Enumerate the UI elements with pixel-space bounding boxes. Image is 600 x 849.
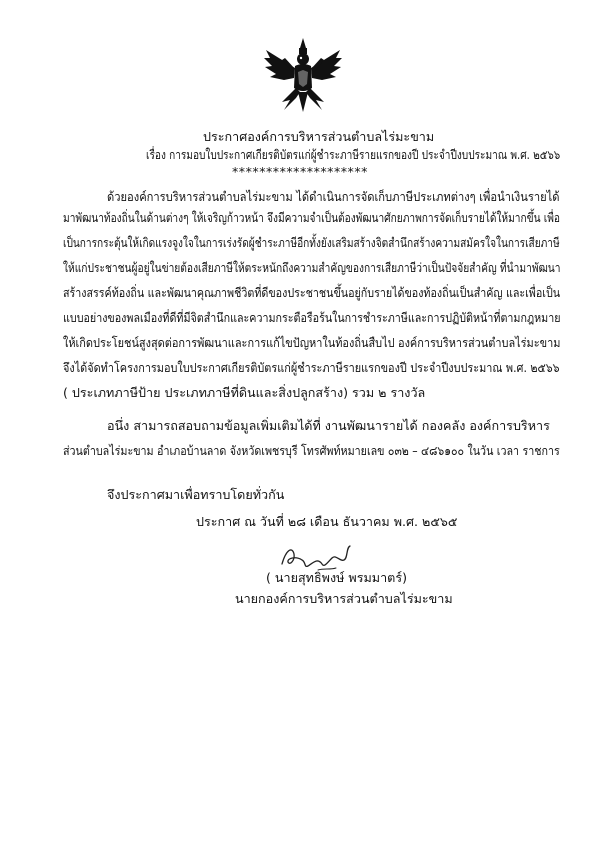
paragraph-2-line: อนึ่ง สามารถสอบถามข้อมูลเพิ่มเติมได้ที่ งานพัฒนารายได้ กองคลัง องค์การบริหาร	[107, 418, 550, 433]
paragraph-1-line: แบบอย่างของพลเมืองที่ดีที่มีจิตสำนึกและความกระตือรือร้นในการชำระภาษีและการปฏิบัติหน้าที่ตามกฎหมาย	[63, 310, 561, 325]
garuda-emblem-icon	[262, 36, 344, 114]
document-title: ประกาศองค์การบริหารส่วนตำบลไร่มะขาม	[203, 129, 435, 144]
paragraph-1-line: มาพัฒนาท้องถิ่นในด้านต่างๆ ให้เจริญก้าวหน้า จึงมีความจำเป็นต้องพัฒนาศักยภาพการจัดเก็บรายได้ให้มากขึ้น เพื่อ	[63, 210, 561, 225]
paragraph-1-line: จึงได้จัดทำโครงการมอบใบประกาศเกียรติบัตรแก่ผู้ชำระภาษีรายแรกของปี ประจำปีงบประมาณ พ.ศ. ๒๕๖๖	[63, 360, 560, 375]
paragraph-1-line: ด้วยองค์การบริหารส่วนตำบลไร่มะขาม ได้ดำเนินการจัดเก็บภาษีประเภทต่างๆ เพื่อนำเงินรายได้	[107, 189, 560, 204]
paragraph-1-line: สร้างสรรค์ท้องถิ่น และพัฒนาคุณภาพชีวิตที่ดีของประชาชนขึ้นอยู่กับรายได้ของท้องถิ่นเป็นสำคัญ และเพื่อเป็น	[63, 285, 561, 300]
separator-stars: ********************	[232, 164, 368, 179]
paragraph-1-line: เป็นการกระตุ้นให้เกิดแรงจูงใจในการเร่งรัดผู้ชำระภาษีอีกทั้งยังเสริมสร้างจิตสำนึกสร้างความสมัครใจในการเสียภาษี	[63, 235, 560, 250]
signatory-name: ( นายสุทธิพงษ์ พรมมาตร์)	[266, 570, 408, 585]
announcement-date: ประกาศ ณ วันที่ ๒๘ เดือน ธันวาคม พ.ศ. ๒๕๖๕	[196, 514, 458, 529]
announcement-closing: จึงประกาศมาเพื่อทราบโดยทั่วกัน	[107, 487, 285, 502]
signatory-title: นายกองค์การบริหารส่วนตำบลไร่มะขาม	[235, 591, 453, 606]
paragraph-2-line: ส่วนตำบลไร่มะขาม อำเภอบ้านลาด จังหวัดเพชรบุรี โทรศัพท์หมายเลข ๐๓๒ – ๔๘๖๑๐๐ ในวัน เวลา ราชการ	[63, 443, 560, 458]
paragraph-1-line: ให้เกิดประโยชน์สูงสุดต่อการพัฒนาและการแก้ไขปัญหาในท้องถิ่นสืบไป องค์การบริหารส่วนตำบลไร่มะขาม	[63, 335, 561, 350]
document-subject: เรื่อง การมอบใบประกาศเกียรติบัตรแก่ผู้ชำระภาษีรายแรกของปี ประจำปีงบประมาณ พ.ศ. ๒๕๖๖	[146, 147, 561, 162]
handwritten-signature	[278, 540, 358, 574]
paragraph-1-line: ( ประเภทภาษีป้าย ประเภทภาษีที่ดินและสิ่งปลูกสร้าง) รวม ๒ รางวัล	[63, 385, 426, 400]
paragraph-1-line: ให้แก่ประชาชนผู้อยู่ในข่ายต้องเสียภาษีให้ตระหนักถึงความสำคัญของการเสียภาษีว่าเป็นปัจจัยสำคัญ ที่นำมาพัฒนา	[63, 260, 561, 275]
